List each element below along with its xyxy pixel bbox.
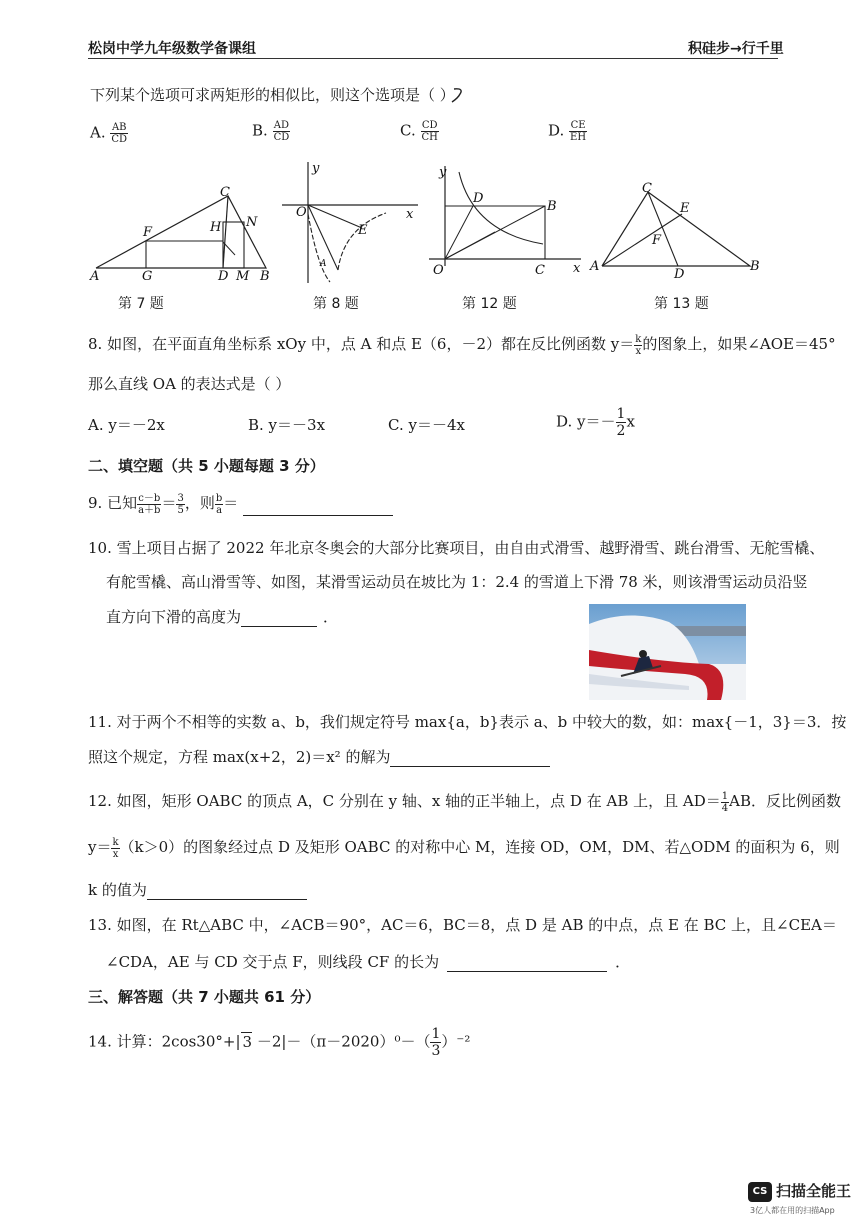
q-prev-option-b: B. $\frac{AD}{CD}$ <box>252 120 290 143</box>
camscanner-name: 扫描全能王 <box>776 1182 852 1200</box>
figure-8 <box>278 158 423 288</box>
q14: 14. 计算：2cos30°+| 3 －2|－（π－2020）⁰－（ $\frac{1}{3}$ ）⁻² <box>88 1026 471 1059</box>
figure-8-caption: 第 8 题 <box>313 296 359 312</box>
q-prev-option-c: C. $\frac{CD}{CH}$ <box>400 120 438 143</box>
q8-option-d: D. y＝－ $\frac{1}{2}$ x <box>556 406 635 439</box>
f7-label-d: D <box>218 269 229 284</box>
f7-label-m: M <box>236 269 250 284</box>
f12-label-b: B <box>547 199 557 214</box>
q8-line2: 那么直线 OA 的表达式是（ ） <box>88 375 291 393</box>
f13-label-a: A <box>590 259 600 274</box>
q8-option-b: B. y＝－3x <box>248 416 326 434</box>
f7-label-n: N <box>246 215 258 230</box>
figure-13 <box>588 178 768 278</box>
q8-option-c: C. y＝－4x <box>388 416 465 434</box>
q-prev-option-a: A. $\frac{AB}{CD}$ <box>90 122 128 145</box>
q-prev-stem: 下列某个选项可求两矩形的相似比，则这个选项是（ ） <box>90 86 455 104</box>
q10-line2: 有舵雪橇、高山滑雪等、如图，某滑雪运动员在坡比为 1：2.4 的雪道上下滑 78 米，则该滑雪运动员沿竖 <box>106 573 808 591</box>
header-left: 松岗中学九年级数学备课组 <box>88 41 256 57</box>
header-right: 积硅步→行千里 <box>688 41 784 57</box>
ski-jump-photo <box>589 604 746 700</box>
q11-line2: 照这个规定，方程 max(x+2，2)＝x² 的解为 <box>88 746 550 767</box>
q10-answer-blank[interactable] <box>241 612 317 627</box>
f7-label-c: C <box>220 185 230 200</box>
figure-7 <box>88 180 283 290</box>
f8-label-y: y <box>312 161 320 176</box>
q11-answer-blank[interactable] <box>390 752 550 767</box>
q10-line1: 10. 雪上项目占据了 2022 年北京冬奥会的大部分比赛项目，由自由式滑雪、越野滑雪、跳台滑雪、无舵雪橇、 <box>88 539 825 557</box>
q9: 9. 已知 $\frac{c-b}{a+b}$ ＝ $\frac{3}{5}$ ，则 $\frac{b}{a}$ ＝ <box>88 492 393 516</box>
f12-label-o: O <box>433 263 444 278</box>
q12-line3: k 的值为 <box>88 879 307 900</box>
q12-line1: 12. 如图，矩形 OABC 的顶点 A，C 分别在 y 轴、x 轴的正半轴上，点 D 在 AB 上，且 AD＝ $\frac{1}{4}$ AB．反比例函数 <box>88 790 841 814</box>
q12-answer-blank[interactable] <box>147 885 307 900</box>
q13-answer-blank[interactable] <box>447 957 607 972</box>
f12-label-x: x <box>573 261 581 276</box>
f8-label-e: E <box>358 223 368 238</box>
q9-answer-blank[interactable] <box>243 501 393 516</box>
figure-13-caption: 第 13 题 <box>654 296 709 312</box>
f12-label-c: C <box>535 263 545 278</box>
camscanner-logo-icon: CS <box>748 1182 772 1202</box>
handwritten-mark-icon <box>448 84 470 106</box>
q12-line2: y＝ $\frac{k}{x}$ （k＞0）的图象经过点 D 及矩形 OABC 的对称中心 M，连接 OD，OM，DM、若△ODM 的面积为 6，则 <box>88 836 840 860</box>
f7-label-a: A <box>90 269 100 284</box>
f8-label-x: x <box>406 207 414 222</box>
header-rule <box>88 58 778 59</box>
f7-label-f: F <box>143 225 153 240</box>
f7-label-g: G <box>142 269 153 284</box>
section-3-title: 三、解答题（共 7 小题共 61 分） <box>88 988 321 1006</box>
q-prev-option-d: D. $\frac{CE}{EH}$ <box>548 120 587 143</box>
q8-line1: 8. 如图，在平面直角坐标系 xOy 中，点 A 和点 E（6，－2）都在反比例函数 y＝ $\frac{k}{x}$ 的图象上，如果∠AOE＝45° <box>88 333 836 357</box>
f7-label-b: B <box>260 269 270 284</box>
f8-label-a: A <box>320 259 327 269</box>
figure-12-caption: 第 12 题 <box>462 296 517 312</box>
f12-label-d: D <box>473 191 484 206</box>
figure-12 <box>425 162 585 282</box>
q13-line2: ∠CDA，AE 与 CD 交于点 F，则线段 CF 的长为 ． <box>106 953 631 971</box>
f7-label-h: H <box>210 220 222 235</box>
f13-label-b: B <box>750 259 760 274</box>
camscanner-tagline: 3亿人都在用的扫描App <box>750 1206 835 1215</box>
q13-line1: 13. 如图，在 Rt△ABC 中，∠ACB＝90°，AC＝6，BC＝8，点 D 是 AB 的中点，点 E 在 BC 上，且∠CEA＝ <box>88 916 837 934</box>
f13-label-c: C <box>642 181 652 196</box>
f8-label-o: O <box>296 205 307 220</box>
figure-7-caption: 第 7 题 <box>118 296 164 312</box>
f13-label-e: E <box>680 201 690 216</box>
f13-label-d: D <box>674 267 685 278</box>
f13-label-f: F <box>652 233 662 248</box>
q10-line3: 直方向下滑的高度为 ． <box>106 608 339 626</box>
q8-option-a: A. y＝－2x <box>88 416 165 434</box>
f12-label-y: y <box>439 165 447 180</box>
q11-line1: 11. 对于两个不相等的实数 a、b，我们规定符号 max{a，b}表示 a、b 中较大的数，如：max{－1，3}＝3．按 <box>88 713 847 731</box>
section-2-title: 二、填空题（共 5 小题每题 3 分） <box>88 457 325 475</box>
sqrt-radicand: 3 <box>242 1032 253 1051</box>
